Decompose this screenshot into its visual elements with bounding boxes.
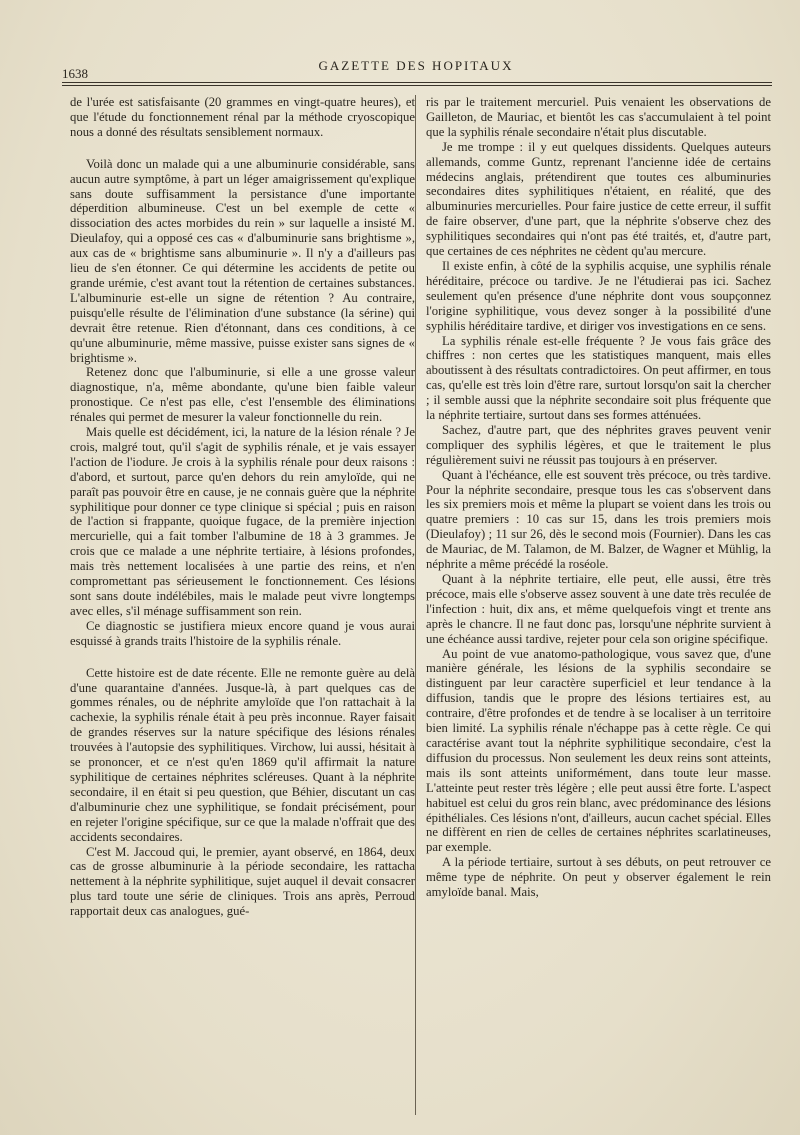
paragraph: La syphilis rénale est-elle fréquente ? Je vous fais grâce des chiffres : non certes que les statistiques manquent, mais elles aboutissent à des résultats contradictoires. On peut affirmer, en tous cas, qu'elle est très loin d'être rare, surtout lorsqu'on sait la chercher ; il semble aussi que la néphrite secondaire soit plus fréquente que la néphrite tertiaire, surtout dans ses formes atténuées. (426, 333, 771, 423)
paragraph: Mais quelle est décidément, ici, la nature de la lésion rénale ? Je crois, malgré tout, qu'il s'agit de syphilis rénale, et je vais essayer l'action de l'iodure. Je crois à la syphilis rénale pour deux raisons : d'abord, et surtout, parce qu'en dehors du rein amyloïde, qui ne paraît pas pouvoir être en cause, je ne connais guère que la néphrite syphilitique pour donner ce type clinique si spécial ; puis en raison de l'action si frappante, quoique fugace, de la première injection mercurielle, qui a fait tomber l'albumine de 18 à 3 grammes. Je crois que ce malade a une néphrite tertiaire, à lésions profondes, mais très nettement localisées à une partie des reins, et n'en compromettant pas sérieusement le fonctionnement. Ces lésions sont sans doute indélébiles, mais le malade peut vivre longtemps avec elles, s'il ménage suffisamment son rein. (70, 425, 415, 618)
paragraph: Voilà donc un malade qui a une albuminurie considérable, sans aucun autre symptôme, à part un léger amaigrissement qu'explique sans doute suffisamment la persistance d'une importante déperdition albumineuse. C'est un bel exemple de cette « dissociation des actes morbides du rein » sur laquelle a insisté M. Dieulafoy, qui a opposé ces cas « d'albuminurie sans brightisme », aux cas de « brightisme sans albuminurie ». Il n'y a d'ailleurs pas lieu de s'en étonner. Ce qui détermine les accidents de petite ou grande urémie, c'est avant tout la rétention de certaines substances. L'albuminurie est-elle un signe de rétention ? Au contraire, puisqu'elle résulte de l'élimination d'une substance (la sérine) qui devrait être retenue. Rien d'étonnant, dans ces conditions, à ce qu'une albuminurie, même massive, puisse exister sans signes de « brightisme ». (70, 156, 415, 365)
column-divider (415, 95, 416, 1115)
paragraph: Ce diagnostic se justifiera mieux encore quand je vous aurai esquissé à grands traits l'histoire de la syphilis rénale. (70, 618, 415, 648)
paragraph: Quant à la néphrite tertiaire, elle peut, elle aussi, être très précoce, mais elle s'observe assez souvent à une date très reculée de l'infection : huit, dix ans, et même quelquefois vingt et trente ans après le chancre. Il ne faut donc pas, lorsqu'une néphrite survient à une échéance aussi tardive, rejeter pour cela son origine spécifique. (426, 572, 771, 646)
paragraph: C'est M. Jaccoud qui, le premier, ayant observé, en 1864, deux cas de grosse albuminurie à la période secondaire, les rattacha nettement à la néphrite syphilitique, sujet auquel il devait consacrer plus tard toute une série de cliniques. Trois ans après, Perroud rapportait deux cas analogues, gué- (70, 844, 415, 919)
paragraph: Je me trompe : il y eut quelques dissidents. Quelques auteurs allemands, comme Guntz, reprenant l'ancienne idée de certains médecins anglais, prétendirent que toutes ces albuminuries secondaires dites syphilitiques n'étaient, en réalité, que des albuminuries mercurielles. Pour faire justice de cette erreur, il suffit de faire observer, d'une part, que la néphrite s'observe chez des syphilitiques secondaires qui n'ont pas été traités, et, d'autre part, que certaines de ces néphrites ne cèdent qu'au mercure. (426, 139, 771, 259)
paragraph: A la période tertiaire, surtout à ses débuts, on peut retrouver ce même type de néphrite. On peut y observer également le rein amyloïde banal. Mais, (426, 855, 771, 900)
paragraph: Au point de vue anatomo-pathologique, vous savez que, d'une manière générale, les lésions de la syphilis secondaire se distinguent par leur caractère superficiel et leur tendance à la diffusion, tandis que le propre des lésions tertiaires est, au contraire, d'être profondes et de tendre à se localiser à un territoire bien limité. La syphilis rénale n'échappe pas à cette règle. Ce qui caractérise avant tout la néphrite syphilitique secondaire, c'est la diffusion du processus. Non seulement les deux reins sont atteints, mais ils sont atteints uniformément, dans toute leur masse. L'atteinte peut rester très légère ; elle peut aussi être forte. L'aspect habituel est celui du gros rein blanc, avec prédominance des lésions épithéliales. Ces lésions n'ont, d'ailleurs, aucun cachet spécial. Elles ne diffèrent en rien de celles de certaines néphrites scarlatineuses, par exemple. (426, 646, 771, 855)
paragraph: Il existe enfin, à côté de la syphilis acquise, une syphilis rénale héréditaire, précoce ou tardive. Je ne l'étudierai pas ici. Sachez seulement qu'en présence d'une néphrite dont vous soupçonnez l'origine syphilitique, vous devez songer à la possibilité d'une syphilis héréditaire tardive, et diriger vos investigations en ce sens. (426, 258, 771, 333)
header-rule-bottom (62, 85, 772, 86)
page-number: 1638 (62, 66, 88, 81)
paragraph: Sachez, d'autre part, que des néphrites graves peuvent venir compliquer des syphilis légères, et que le traitement le plus régulièrement suivi ne réussit pas toujours à en préserver. (426, 422, 771, 467)
paragraph: Retenez donc que l'albuminurie, si elle a une grosse valeur diagnostique, n'a, même abondante, qu'une bien faible valeur pronostique. Ce n'est pas elle, c'est l'ensemble des éliminations rénales qui permet de mesurer la valeur fonctionnelle du rein. (70, 365, 415, 425)
paragraph: Cette histoire est de date récente. Elle ne remonte guère au delà d'une quarantaine d'années. Jusque-là, à part quelques cas de gommes rénales, ou de néphrite amyloïde que l'on rattachait à la cachexie, la syphilis rénale était à peu près inconnue. Rayer faisait de grandes réserves sur la nature spécifique des lésions rénales trouvées à l'autopsie des syphilitiques. Virchow, lui aussi, hésitait à se prononcer, et ce n'est qu'en 1869 qu'il affirmait la nature syphilitique de certaines néphrites scléreuses. Quant à la néphrite secondaire, il en était si peu question, que Béhier, discutant un cas d'albuminurie chez une syphilitique, se fondait précisément, pour en rejeter l'origine spécifique, sur ce que la malade n'offrait que des accidents secondaires. (70, 665, 415, 844)
left-column (70, 95, 415, 919)
paragraph: Quant à l'échéance, elle est souvent très précoce, ou très tardive. Pour la néphrite secondaire, presque tous les cas s'observent dans les six premiers mois et même la plupart se voient dans les trois ou quatre premiers : 10 cas sur 15, dans les trois premiers mois (Dieulafoy) ; 11 sur 26, dès le second mois (Fournier). Dans les cas de Mauriac, de M. Talamon, de M. Balzer, de Wagner et Mühlig, la néphrite a même précédé la roséole. (426, 467, 771, 572)
journal-title: GAZETTE DES HOPITAUX (318, 58, 514, 73)
right-column (426, 95, 771, 900)
page-header (62, 58, 770, 82)
paragraph: de l'urée est satisfaisante (20 grammes en vingt-quatre heures), et que l'étude du fonctionnement rénal par la méthode cryoscopique nous a donné des résultats sensiblement normaux. (70, 95, 415, 139)
header-rule-top (62, 82, 772, 83)
paragraph: ris par le traitement mercuriel. Puis venaient les observations de Gailleton, de Mauriac, et bientôt les cas s'accumulaient à tel point que la syphilis rénale secondaire n'était plus discutable. (426, 95, 771, 139)
